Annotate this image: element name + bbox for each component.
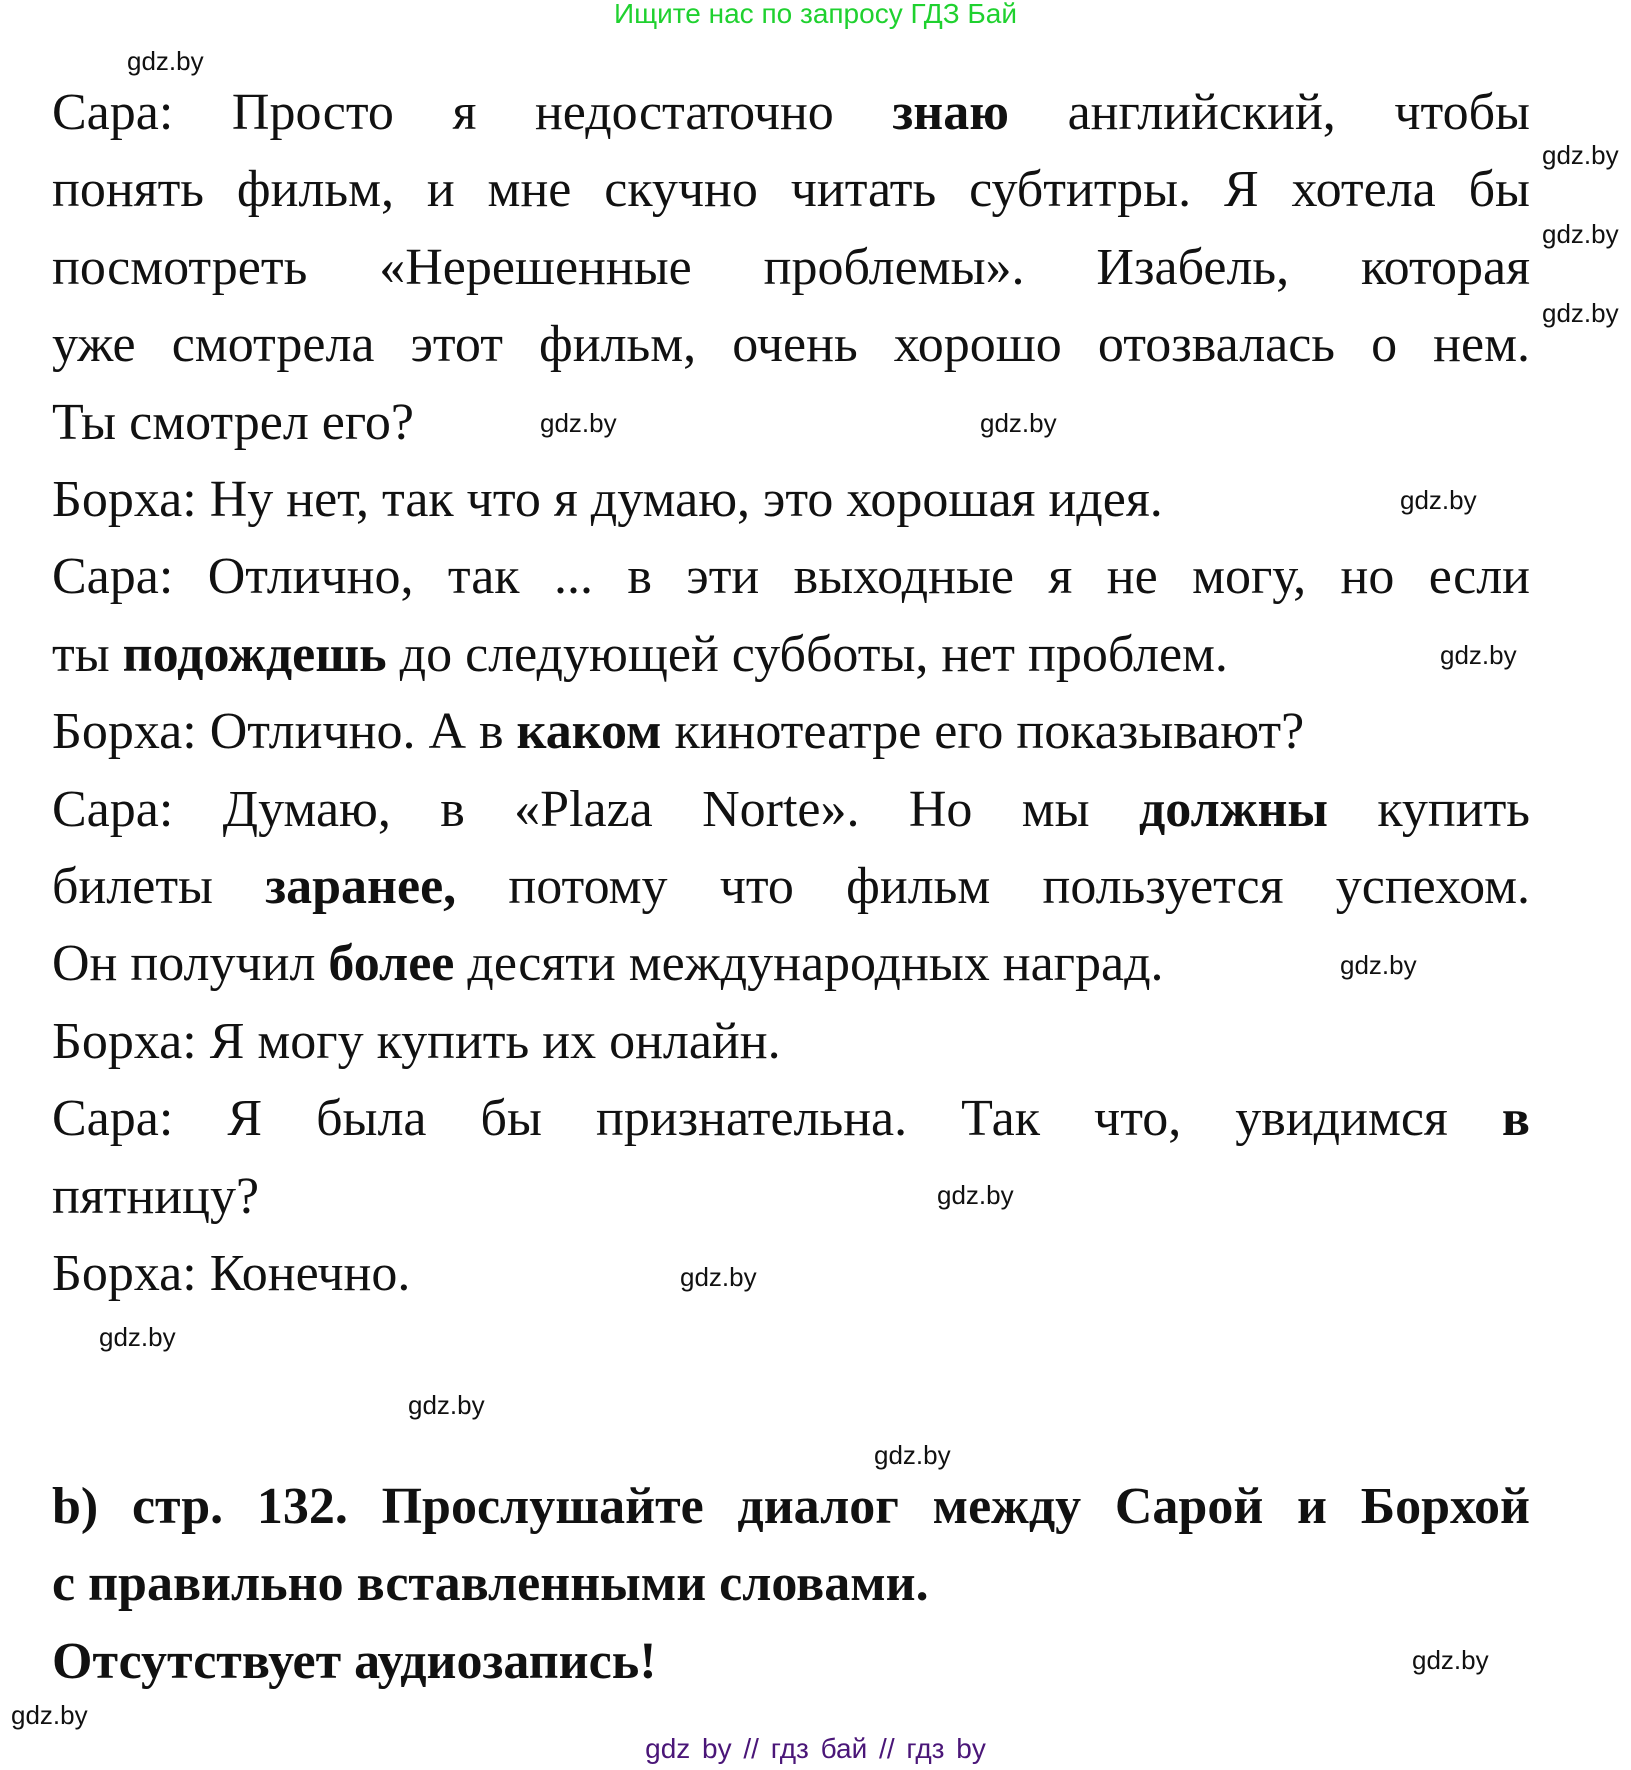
dialog-line	[52, 701, 1304, 763]
watermark-text: gdz.by	[937, 1180, 1014, 1210]
text-segment: пятницу?	[52, 1167, 260, 1225]
search-banner: Ищите нас по запросу ГДЗ Бай	[613, 0, 1018, 29]
dialog-line	[52, 1088, 1530, 1150]
bold-word: каком	[516, 703, 662, 761]
dialog-line	[52, 82, 1530, 144]
text-segment: Борха: Отлично. А в	[52, 703, 517, 761]
dialog-line	[52, 856, 1530, 918]
task-line	[52, 1631, 657, 1693]
watermark-text: gdz.by	[1440, 640, 1517, 670]
text-segment: Сара: Я была бы признательна. Так что, увидимся	[52, 1090, 1502, 1148]
watermark-text: gdz.by	[1542, 219, 1619, 249]
text-segment: до следующей субботы, нет проблем.	[386, 625, 1228, 683]
dialog-line	[52, 159, 1530, 221]
task-line	[52, 1553, 929, 1615]
dialog-line	[52, 1011, 781, 1073]
dialog-line	[52, 546, 1530, 608]
dialog-line	[52, 314, 1530, 376]
text-segment: с правильно вставленными словами.	[52, 1555, 929, 1613]
text-segment: билеты	[52, 858, 266, 915]
text-segment: Борха: Ну нет, так что я думаю, это хорошая идея.	[52, 471, 1163, 528]
dialog-line	[52, 1243, 410, 1305]
text-segment: Борха: Конечно.	[52, 1245, 411, 1302]
text-segment: кинотеатре его показывают?	[661, 703, 1305, 761]
text-segment: понять фильм, и мне скучно читать субтитры. Я хотела бы	[52, 161, 1530, 219]
text-segment: десяти международных наград.	[454, 935, 1164, 993]
text-segment: посмотреть «Нерешенные проблемы». Изабель, которая	[52, 238, 1530, 296]
text-segment: потому что фильм пользуется успехом.	[456, 858, 1530, 915]
bold-word: знаю	[892, 84, 1009, 141]
watermark-text: gdz.by	[1412, 1645, 1489, 1675]
text-segment: b) стр. 132. Прослушайте диалог между Сарой и Борхой	[52, 1478, 1530, 1535]
dialog-line	[52, 1166, 259, 1228]
text-segment: Он получил	[52, 935, 329, 993]
bold-word: в	[1501, 1090, 1530, 1148]
watermark-text: gdz.by	[408, 1390, 485, 1420]
watermark-text: gdz.by	[127, 46, 204, 76]
watermark-text: gdz.by	[980, 408, 1057, 438]
watermark-text: gdz.by	[1340, 950, 1417, 980]
text-segment: Сара: Отлично, так ... в эти выходные я не могу, но если	[52, 548, 1530, 606]
text-segment: Сара: Думаю, в «Plaza Norte». Но мы	[52, 780, 1139, 838]
bold-word: более	[328, 935, 455, 993]
dialog-line	[52, 392, 414, 454]
task-line	[52, 1476, 1530, 1538]
watermark-text: gdz.by	[11, 1700, 88, 1730]
text-segment: Борха: Я могу купить их онлайн.	[52, 1012, 781, 1070]
watermark-text: gdz.by	[540, 408, 617, 438]
watermark-text: gdz.by	[1542, 140, 1619, 170]
bold-word: подождешь	[122, 625, 387, 683]
dialog-line	[52, 933, 1164, 995]
text-segment: Ты смотрел его?	[52, 393, 414, 451]
bold-word: должны	[1138, 780, 1329, 838]
text-segment: Отсутствует аудиозапись!	[52, 1632, 657, 1690]
dialog-line	[52, 469, 1163, 531]
watermark-text: gdz.by	[680, 1262, 757, 1292]
watermark-text: gdz.by	[1542, 298, 1619, 328]
watermark-text: gdz.by	[99, 1322, 176, 1352]
footer-banner: gdz by // гдз бай // гдз by	[645, 1733, 986, 1764]
watermark-text: gdz.by	[874, 1440, 951, 1470]
text-segment: купить	[1328, 780, 1531, 838]
text-segment: английский, чтобы	[1009, 84, 1530, 141]
text-segment: Сара: Просто я недостаточно	[52, 84, 893, 141]
text-segment: уже смотрела этот фильм, очень хорошо отозвалась о нем.	[52, 316, 1530, 374]
dialog-line	[52, 779, 1530, 841]
dialog-line	[52, 624, 1228, 686]
watermark-text: gdz.by	[1400, 485, 1477, 515]
dialog-line	[52, 237, 1530, 299]
bold-word: заранее,	[265, 858, 457, 915]
text-segment: ты	[52, 625, 123, 683]
